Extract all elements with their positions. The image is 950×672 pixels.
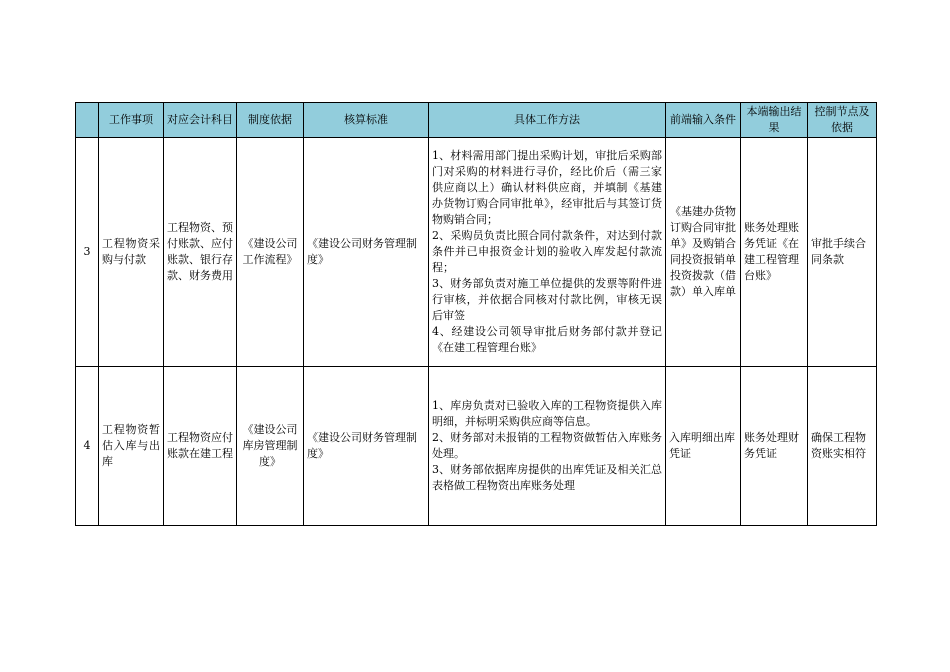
header-standard: 核算标准: [304, 103, 429, 138]
work-item: 工程物资采购与付款: [99, 138, 164, 367]
row-number: 4: [76, 367, 99, 526]
input-cell: 《基建办货物订购合同审批单》及购销合同投资报销单投资拨款（借款）单入库单: [666, 138, 741, 367]
header-row: [76, 103, 877, 138]
standard-cell: 《建设公司财务管理制度》: [304, 138, 429, 367]
output-cell: 账务处理财务凭证: [741, 367, 808, 526]
basis-cell: 《建设公司库房管理制度》: [237, 367, 304, 526]
header-control: 控制节点及依据: [808, 103, 877, 138]
header-method: 具体工作方法: [429, 103, 666, 138]
row-number: 3: [76, 138, 99, 367]
header-accounts: 对应会计科目: [164, 103, 237, 138]
input-cell: 入库明细出库凭证: [666, 367, 741, 526]
header-num: [76, 103, 99, 138]
standard-cell: 《建设公司财务管理制度》: [304, 367, 429, 526]
process-table: [75, 102, 877, 526]
table-row: [76, 138, 877, 367]
accounts-cell: 工程物资应付账款在建工程: [164, 367, 237, 526]
header-input: 前端输入条件: [666, 103, 741, 138]
method-cell: [429, 138, 666, 367]
control-cell: 确保工程物资账实相符: [808, 367, 877, 526]
output-cell: 账务处理账务凭证《在建工程管理台账》: [741, 138, 808, 367]
table-row: [76, 367, 877, 526]
header-output: 本端输出结果: [741, 103, 808, 138]
work-item: 工程物资暂估入库与出库: [99, 367, 164, 526]
method-text: 1、库房负责对已验收入库的工程物资提供入库明细，并标明采购供应商等信息。 2、财务部对未报销的工程物资做暂估入库账务处理。 3、财务部依据库房提供的出库凭证及相关汇总表格做工程物资出库账务处理: [432, 399, 662, 492]
method-cell: [429, 367, 666, 526]
header-item: 工作事项: [99, 103, 164, 138]
method-text: 1、材料需用部门提出采购计划，审批后采购部门对采购的材料进行寻价，经比价后（需三家供应商以上）确认材料供应商，并填制《基建办货物订购合同审批单》，经审批后与其签订货物购销合同； 2、采购员负责比照合同付款条件，对达到付款条件并已申报资金计划的验收入库发起付款流程； 3、财务部负责对施工单位提供的发票等附件进行审核，并依据合同核对付款比例，审核无误后审签 4、经建设公司领导审批后财务部付款并登记《在建工程管理台账》: [432, 149, 662, 354]
header-basis: 制度依据: [237, 103, 304, 138]
accounts-cell: 工程物资、预付账款、应付账款、银行存款、财务费用: [164, 138, 237, 367]
control-cell: 审批手续合同条款: [808, 138, 877, 367]
basis-cell: 《建设公司工作流程》: [237, 138, 304, 367]
